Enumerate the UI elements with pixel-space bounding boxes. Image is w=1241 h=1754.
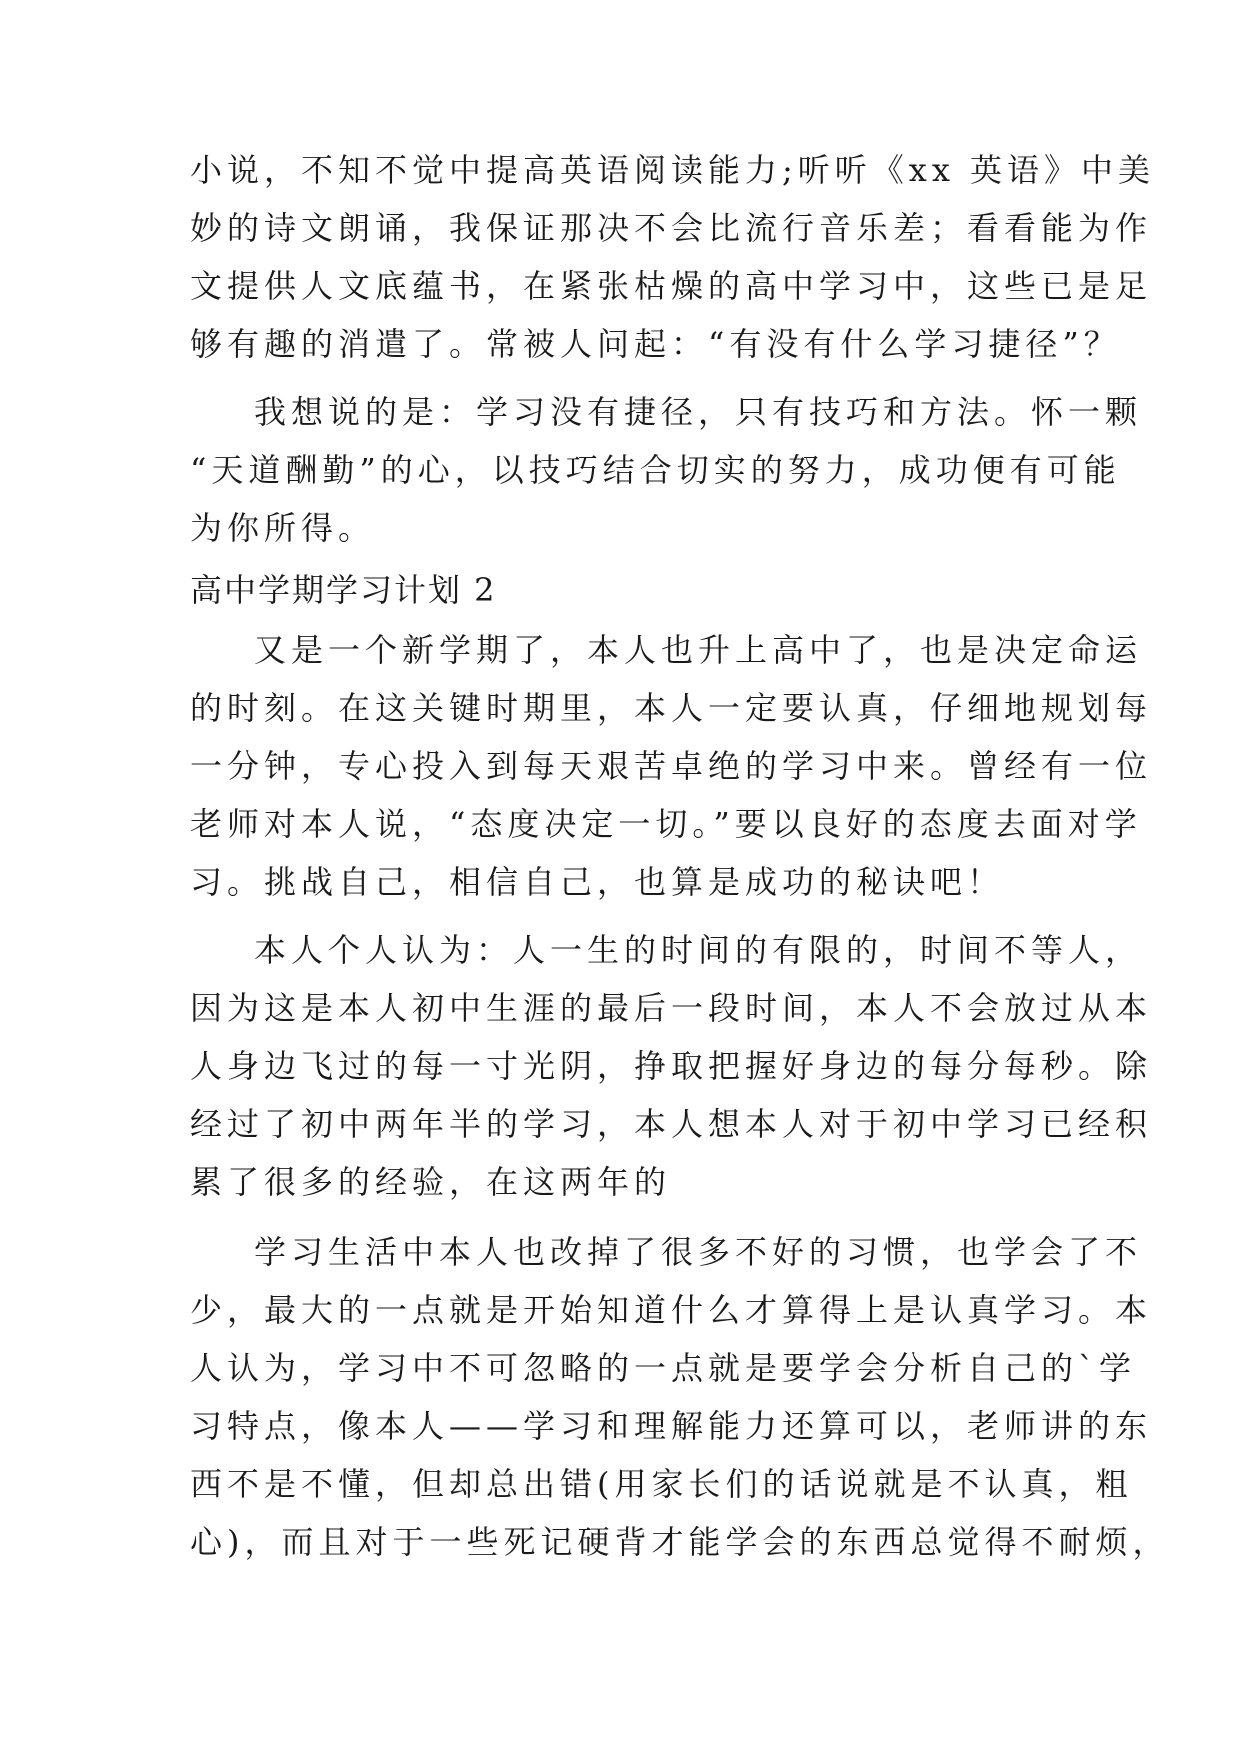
- text-line: “天道酬勤”的心，以技巧结合切实的努力，成功便有可能: [190, 451, 1121, 489]
- text-line: 够有趣的消遣了。常被人问起：“有没有什么学习捷径”？: [190, 325, 1121, 363]
- text-line: 少，最大的一点就是开始知道什么才算得上是认真学习。本: [190, 1291, 1153, 1329]
- text-line: 经过了初中两年半的学习，本人想本人对于初中学习已经积: [190, 1105, 1153, 1143]
- text-line: 人身边飞过的每一寸光阴，挣取把握好身边的每分每秒。除: [190, 1047, 1153, 1085]
- text-line: 为你所得。: [190, 509, 376, 547]
- paragraph-first-line: 又是一个新学期了，本人也升上高中了，也是决定命运: [254, 631, 1143, 669]
- text-line: 老师对本人说，“态度决定一切。”要以良好的态度去面对学: [190, 805, 1142, 843]
- text-line: 心)，而且对于一些死记硬背才能学会的东西总觉得不耐烦，: [190, 1523, 1170, 1561]
- section-heading: 高中学期学习计划 2: [190, 571, 497, 609]
- text-line: 习。挑战自己，相信自己，也算是成功的秘诀吧！: [190, 863, 1005, 901]
- text-line: 西不是不懂，但却总出错(用家长们的话说就是不认真，粗: [190, 1465, 1133, 1503]
- text-line: 的时刻。在这关键时期里，本人一定要认真，仔细地规划每: [190, 689, 1153, 727]
- paragraph-first-line: 本人个人认为：人一生的时间的有限的，时间不等人，: [254, 931, 1143, 969]
- paragraph-first-line: 学习生活中本人也改掉了很多不好的习惯，也学会了不: [254, 1233, 1143, 1271]
- text-line: 因为这是本人初中生涯的最后一段时间，本人不会放过从本: [190, 989, 1153, 1027]
- text-line: 累了很多的经验，在这两年的: [190, 1163, 672, 1201]
- text-line: 习特点，像本人——学习和理解能力还算可以，老师讲的东: [190, 1407, 1153, 1445]
- text-line: 一分钟，专心投入到每天艰苦卓绝的学习中来。曾经有一位: [190, 747, 1153, 785]
- text-line: 小说，不知不觉中提高英语阅读能力;听听《xx 英语》中美: [190, 151, 1156, 189]
- paragraph-first-line: 我想说的是：学习没有捷径，只有技巧和方法。怀一颗: [254, 393, 1143, 431]
- text-line: 人认为，学习中不可忽略的一点就是要学会分析自己的`学: [190, 1349, 1137, 1387]
- text-line: 妙的诗文朗诵，我保证那决不会比流行音乐差；看看能为作: [190, 209, 1153, 247]
- text-line: 文提供人文底蕴书，在紧张枯燥的高中学习中，这些已是足: [190, 267, 1153, 305]
